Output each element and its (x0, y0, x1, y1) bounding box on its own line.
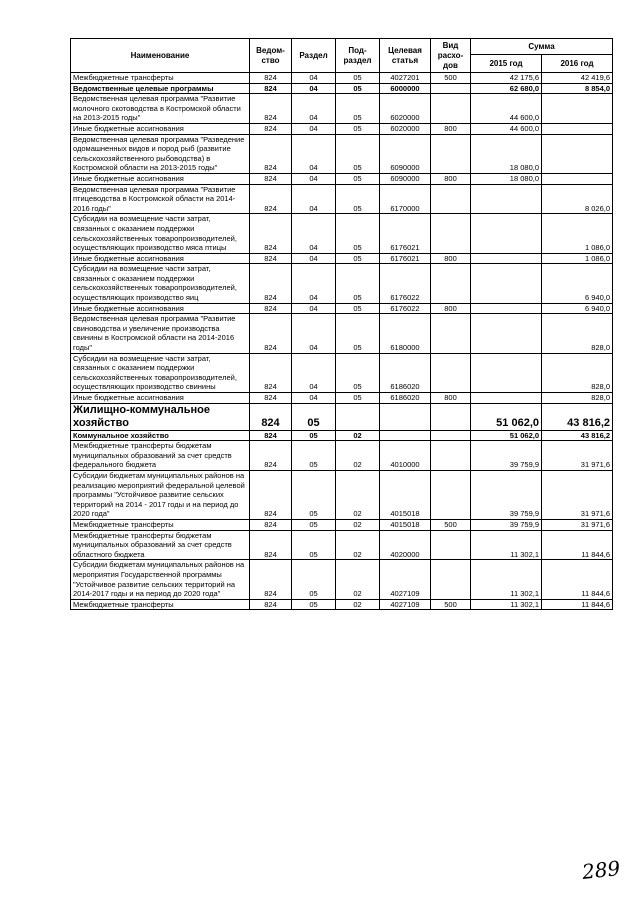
row-name: Субсидии бюджетам муниципальных районов на мероприятия Государственной программы "Устойчивое развитие сельских территорий на 2014-2017 годы и на период до 2020 года" (71, 560, 250, 599)
row-sum-2015 (471, 214, 542, 253)
row-target-article: 4015018 (380, 519, 431, 530)
table-row (71, 173, 613, 184)
row-sum-2015: 39 759,9 (471, 441, 542, 471)
row-target-article: 6090000 (380, 173, 431, 184)
row-subsection: 05 (336, 123, 380, 134)
row-sum-2016: 31 971,6 (542, 519, 613, 530)
row-name: Субсидии на возмещение части затрат, связанных с оказанием поддержки сельскохозяйственных товаропроизводителей, осуществляющих производство яиц (71, 264, 250, 303)
header-subsection: Под-раздел (336, 39, 380, 73)
table-row (71, 94, 613, 124)
row-target-article: 6020000 (380, 94, 431, 124)
row-subsection: 05 (336, 73, 380, 84)
row-department: 824 (250, 83, 292, 94)
row-expense-type (431, 441, 471, 471)
row-name: Субсидии на возмещение части затрат, связанных с оказанием поддержки сельскохозяйственных товаропроизводителей, осуществляющих производство свинины (71, 353, 250, 392)
row-subsection: 05 (336, 94, 380, 124)
table-row (71, 403, 613, 430)
row-sum-2015 (471, 264, 542, 303)
row-name: Иные бюджетные ассигнования (71, 303, 250, 314)
row-department: 824 (250, 393, 292, 404)
row-name: Иные бюджетные ассигнования (71, 393, 250, 404)
row-sum-2015: 44 600,0 (471, 94, 542, 124)
page-number: 289 (580, 856, 622, 884)
row-subsection: 05 (336, 264, 380, 303)
row-sum-2015: 44 600,0 (471, 123, 542, 134)
row-sum-2016 (542, 123, 613, 134)
row-expense-type: 800 (431, 123, 471, 134)
row-sum-2016: 11 844,6 (542, 560, 613, 599)
row-section: 04 (292, 134, 336, 173)
row-department: 824 (250, 134, 292, 173)
row-expense-type (431, 134, 471, 173)
table-row (71, 184, 613, 214)
row-name: Жилищно-коммунальное хозяйство (71, 403, 250, 430)
row-department: 824 (250, 314, 292, 353)
table-row (71, 353, 613, 392)
header-year-2016: 2016 год (542, 55, 613, 73)
row-sum-2016: 43 816,2 (542, 403, 613, 430)
row-sum-2016: 42 419,6 (542, 73, 613, 84)
row-subsection: 02 (336, 599, 380, 610)
row-subsection: 05 (336, 83, 380, 94)
row-subsection: 02 (336, 430, 380, 441)
row-sum-2016: 31 971,6 (542, 441, 613, 471)
row-department: 824 (250, 173, 292, 184)
row-section: 04 (292, 353, 336, 392)
row-name: Ведомственная целевая программа "Развитие птицеводства в Костромской области на 2014-2016 годы" (71, 184, 250, 214)
row-department: 824 (250, 470, 292, 519)
table-row (71, 441, 613, 471)
header-section: Раздел (292, 39, 336, 73)
table-row (71, 530, 613, 560)
row-subsection: 05 (336, 314, 380, 353)
row-sum-2016 (542, 134, 613, 173)
row-subsection: 05 (336, 214, 380, 253)
header-sum: Сумма (471, 39, 613, 55)
row-section: 04 (292, 214, 336, 253)
row-section: 04 (292, 314, 336, 353)
row-subsection: 05 (336, 134, 380, 173)
row-name: Межбюджетные трансферты (71, 519, 250, 530)
table-row (71, 264, 613, 303)
row-sum-2016: 31 971,6 (542, 470, 613, 519)
row-expense-type (431, 353, 471, 392)
row-sum-2016: 828,0 (542, 393, 613, 404)
row-name: Иные бюджетные ассигнования (71, 123, 250, 134)
row-subsection: 02 (336, 519, 380, 530)
row-name: Субсидии на возмещение части затрат, связанных с оказанием поддержки сельскохозяйственных товаропроизводителей, осуществляющих производство мяса птицы (71, 214, 250, 253)
row-target-article (380, 403, 431, 430)
row-department: 824 (250, 94, 292, 124)
row-section: 04 (292, 173, 336, 184)
row-target-article: 6176021 (380, 214, 431, 253)
row-target-article: 4027201 (380, 73, 431, 84)
table-row (71, 303, 613, 314)
row-section: 04 (292, 184, 336, 214)
row-name: Межбюджетные трансферты бюджетам муниципальных образований за счет средств федерального бюджета (71, 441, 250, 471)
row-sum-2015 (471, 184, 542, 214)
row-section: 05 (292, 403, 336, 430)
table-row (71, 83, 613, 94)
row-name: Субсидии бюджетам муниципальных районов на реализацию мероприятий федеральной целевой программы "Устойчивое развитие сельских территорий на 2014 - 2017 годы и на период до 2020 года" (71, 470, 250, 519)
row-department: 824 (250, 403, 292, 430)
table-row (71, 519, 613, 530)
table-row (71, 253, 613, 264)
row-name: Межбюджетные трансферты (71, 599, 250, 610)
row-name: Ведомственные целевые программы (71, 83, 250, 94)
row-name: Иные бюджетные ассигнования (71, 173, 250, 184)
header-year-2015: 2015 год (471, 55, 542, 73)
row-name: Ведомственная целевая программа "Развитие свиноводства и увеличение производства свинины в Костромской области на 2014-2016 годы" (71, 314, 250, 353)
row-subsection: 05 (336, 303, 380, 314)
row-expense-type (431, 94, 471, 124)
table-row (71, 314, 613, 353)
table-row (71, 123, 613, 134)
table-row (71, 560, 613, 599)
row-section: 05 (292, 430, 336, 441)
row-sum-2015 (471, 253, 542, 264)
row-section: 05 (292, 599, 336, 610)
row-target-article: 4027109 (380, 599, 431, 610)
row-target-article: 6170000 (380, 184, 431, 214)
row-section: 05 (292, 530, 336, 560)
row-name: Межбюджетные трансферты бюджетам муниципальных образований за счет средств областного бюджета (71, 530, 250, 560)
row-target-article: 6020000 (380, 123, 431, 134)
row-expense-type (431, 560, 471, 599)
row-sum-2015: 51 062,0 (471, 403, 542, 430)
row-department: 824 (250, 303, 292, 314)
row-department: 824 (250, 353, 292, 392)
row-sum-2016: 6 940,0 (542, 264, 613, 303)
row-subsection (336, 403, 380, 430)
row-subsection: 05 (336, 184, 380, 214)
row-department: 824 (250, 441, 292, 471)
row-section: 05 (292, 470, 336, 519)
row-section: 05 (292, 560, 336, 599)
row-section: 04 (292, 393, 336, 404)
row-sum-2016: 1 086,0 (542, 253, 613, 264)
row-sum-2016: 8 026,0 (542, 184, 613, 214)
row-sum-2016: 828,0 (542, 353, 613, 392)
row-sum-2015: 18 080,0 (471, 173, 542, 184)
row-sum-2016: 6 940,0 (542, 303, 613, 314)
row-sum-2015 (471, 393, 542, 404)
row-name: Ведомственная целевая программа "Разведение одомашненных видов и пород рыб (развитие сельскохозяйственного рыбоводства) в Костромской области на 2013-2015 годы" (71, 134, 250, 173)
row-department: 824 (250, 184, 292, 214)
row-name: Межбюджетные трансферты (71, 73, 250, 84)
row-sum-2015: 18 080,0 (471, 134, 542, 173)
row-section: 05 (292, 441, 336, 471)
row-target-article: 6180000 (380, 314, 431, 353)
row-target-article: 6176022 (380, 303, 431, 314)
row-section: 04 (292, 264, 336, 303)
row-subsection: 05 (336, 393, 380, 404)
row-target-article: 6186020 (380, 393, 431, 404)
row-sum-2016: 43 816,2 (542, 430, 613, 441)
row-sum-2016: 8 854,0 (542, 83, 613, 94)
row-expense-type: 800 (431, 393, 471, 404)
row-expense-type (431, 264, 471, 303)
row-sum-2015: 39 759,9 (471, 470, 542, 519)
row-section: 04 (292, 253, 336, 264)
header-expense-type: Вид расхо-дов (431, 39, 471, 73)
row-department: 824 (250, 264, 292, 303)
row-expense-type (431, 530, 471, 560)
row-expense-type: 500 (431, 73, 471, 84)
row-expense-type (431, 184, 471, 214)
table-row (71, 214, 613, 253)
row-expense-type: 800 (431, 173, 471, 184)
row-department: 824 (250, 73, 292, 84)
table-row (71, 134, 613, 173)
row-target-article: 6176021 (380, 253, 431, 264)
row-subsection: 02 (336, 530, 380, 560)
row-department: 824 (250, 560, 292, 599)
row-section: 04 (292, 303, 336, 314)
row-sum-2016: 1 086,0 (542, 214, 613, 253)
row-subsection: 02 (336, 441, 380, 471)
row-expense-type: 800 (431, 253, 471, 264)
row-name: Иные бюджетные ассигнования (71, 253, 250, 264)
row-name: Ведомственная целевая программа "Развитие молочного скотоводства в Костромской области на 2013-2015 годы" (71, 94, 250, 124)
table-row (71, 393, 613, 404)
row-sum-2016: 11 844,6 (542, 530, 613, 560)
row-expense-type: 500 (431, 599, 471, 610)
row-department: 824 (250, 530, 292, 560)
row-subsection: 05 (336, 173, 380, 184)
row-target-article: 4020000 (380, 530, 431, 560)
row-target-article: 6090000 (380, 134, 431, 173)
row-section: 04 (292, 123, 336, 134)
row-section: 04 (292, 83, 336, 94)
table-row (71, 599, 613, 610)
row-subsection: 02 (336, 560, 380, 599)
row-sum-2015: 51 062,0 (471, 430, 542, 441)
row-target-article: 6000000 (380, 83, 431, 94)
row-expense-type (431, 83, 471, 94)
row-sum-2015: 39 759,9 (471, 519, 542, 530)
row-sum-2015 (471, 303, 542, 314)
row-section: 05 (292, 519, 336, 530)
table-row (71, 430, 613, 441)
budget-table (70, 38, 613, 610)
row-department: 824 (250, 519, 292, 530)
row-target-article: 4010000 (380, 441, 431, 471)
row-subsection: 05 (336, 253, 380, 264)
row-expense-type: 500 (431, 519, 471, 530)
row-sum-2016: 828,0 (542, 314, 613, 353)
header-target-article: Целевая статья (380, 39, 431, 73)
row-subsection: 05 (336, 353, 380, 392)
table-row (71, 73, 613, 84)
row-target-article: 4015018 (380, 470, 431, 519)
header-name: Наименование (71, 39, 250, 73)
row-sum-2015: 11 302,1 (471, 560, 542, 599)
row-name: Коммунальное хозяйство (71, 430, 250, 441)
row-section: 04 (292, 73, 336, 84)
row-department: 824 (250, 430, 292, 441)
row-target-article (380, 430, 431, 441)
row-target-article: 6176022 (380, 264, 431, 303)
row-sum-2015: 62 680,0 (471, 83, 542, 94)
row-sum-2015: 42 175,6 (471, 73, 542, 84)
row-sum-2015: 11 302,1 (471, 530, 542, 560)
row-department: 824 (250, 214, 292, 253)
row-expense-type: 800 (431, 303, 471, 314)
row-sum-2015 (471, 314, 542, 353)
row-sum-2015: 11 302,1 (471, 599, 542, 610)
row-department: 824 (250, 123, 292, 134)
table-row (71, 470, 613, 519)
row-section: 04 (292, 94, 336, 124)
row-expense-type (431, 430, 471, 441)
row-expense-type (431, 314, 471, 353)
row-sum-2016 (542, 94, 613, 124)
row-target-article: 4027109 (380, 560, 431, 599)
row-target-article: 6186020 (380, 353, 431, 392)
row-sum-2016: 11 844,6 (542, 599, 613, 610)
header-department: Ведом-ство (250, 39, 292, 73)
row-expense-type (431, 214, 471, 253)
row-subsection: 02 (336, 470, 380, 519)
row-expense-type (431, 470, 471, 519)
row-expense-type (431, 403, 471, 430)
row-department: 824 (250, 253, 292, 264)
row-department: 824 (250, 599, 292, 610)
row-sum-2016 (542, 173, 613, 184)
row-sum-2015 (471, 353, 542, 392)
